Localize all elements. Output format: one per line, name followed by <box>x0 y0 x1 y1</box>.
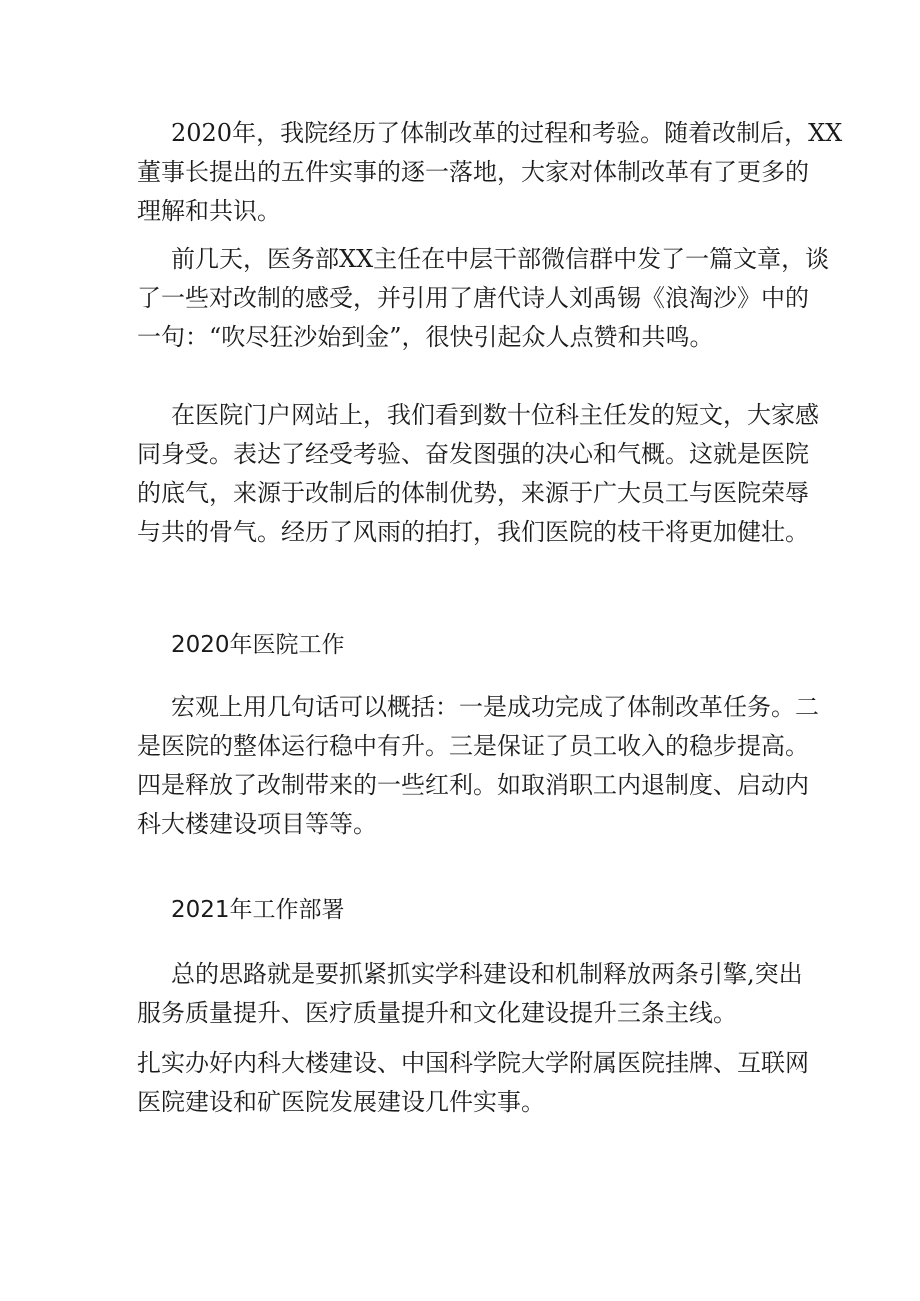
section-heading-2021-plan: 2021年工作部署 <box>171 897 345 923</box>
paragraph-line: 了一些对改制的感受，并引用了唐代诗人刘禹锡《浪淘沙》中的 <box>137 284 809 312</box>
paragraph-line: 科大楼建设项目等等。 <box>137 810 377 838</box>
paragraph-2020-summary <box>137 688 819 844</box>
paragraph-line: 是医院的整体运行稳中有升。三是保证了员工收入的稳步提高。 <box>137 732 809 760</box>
paragraph-line: 2020年，我院经历了体制改革的过程和考验。随着改制后，XX <box>171 119 843 147</box>
paragraph-line: 宏观上用几句话可以概括：一是成功完成了体制改革任务。二 <box>171 693 819 721</box>
paragraph-line: 同身受。表达了经受考验、奋发图强的决心和气概。这就是医院 <box>137 440 809 468</box>
paragraph-line: 服务质量提升、医疗质量提升和文化建设提升三条主线。 <box>137 999 737 1027</box>
paragraph-line: 的底气，来源于改制后的体制优势，来源于广大员工与医院荣辱 <box>137 479 809 507</box>
paragraph-line: 扎实办好内科大楼建设、中国科学院大学附属医院挂牌、互联网 <box>137 1049 809 1077</box>
paragraph-2021-projects <box>137 1044 809 1122</box>
paragraph-line: 理解和共识。 <box>137 197 281 225</box>
paragraph-line: 董事长提出的五件实事的逐一落地，大家对体制改革有了更多的 <box>137 158 809 186</box>
section-heading-2020-work: 2020年医院工作 <box>171 632 345 658</box>
paragraph-line: 在医院门户网站上，我们看到数十位科主任发的短文，大家感 <box>171 401 819 429</box>
paragraph-line: 一句：“吹尽狂沙始到金”，很快引起众人点赞和共鸣。 <box>137 323 714 351</box>
paragraph-line: 与共的骨气。经历了风雨的拍打，我们医院的枝干将更加健壮。 <box>137 518 809 546</box>
paragraph-line: 总的思路就是要抓紧抓实学科建设和机制释放两条引擎,突出 <box>171 960 803 988</box>
paragraph-line: 医院建设和矿医院发展建设几件实事。 <box>137 1088 545 1116</box>
paragraph-reform-intro <box>137 114 843 231</box>
paragraph-2021-strategy <box>137 955 803 1033</box>
paragraph-line: 四是释放了改制带来的一些红利。如取消职工内退制度、启动内 <box>137 771 809 799</box>
paragraph-wechat-article <box>137 240 830 357</box>
paragraph-website-essays <box>137 396 819 552</box>
paragraph-line: 前几天，医务部XX主任在中层干部微信群中发了一篇文章，谈 <box>171 245 830 273</box>
